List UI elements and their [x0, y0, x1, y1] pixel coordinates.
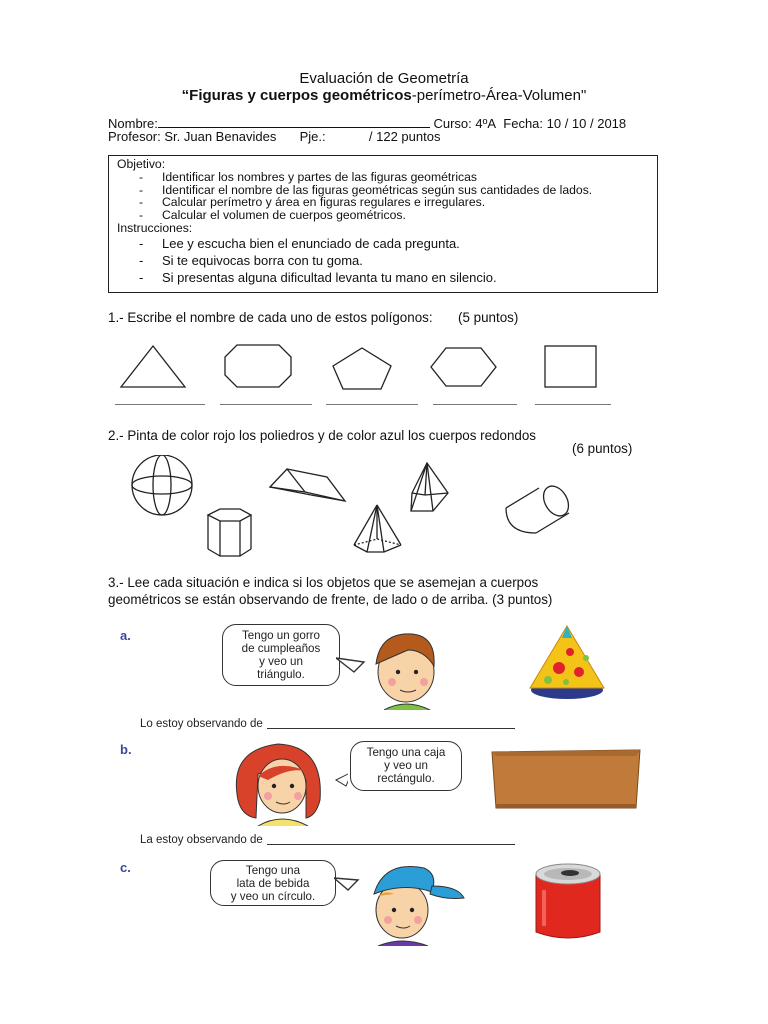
birthday-hat-icon — [524, 622, 610, 704]
observing-label-b: La estoy observando de — [140, 834, 263, 846]
hexagon-icon — [431, 348, 496, 386]
q2-text: 2.- Pinta de color rojo los poliedros y de color azul los cuerpos redondos — [108, 428, 536, 443]
item-a-letter: a. — [120, 628, 131, 643]
speech-bubble-c — [210, 860, 336, 906]
instruccion-item: - Si te equivocas borra con tu goma. — [139, 252, 649, 269]
q3-line2: geométricos se están observando de frente, de lado o de arriba. (3 puntos) — [108, 592, 553, 607]
observing-answer-a[interactable] — [267, 728, 515, 729]
speech-bubble-b — [350, 741, 462, 791]
hexagonal-prism-icon — [208, 509, 251, 556]
answer-line-3[interactable] — [326, 404, 418, 405]
speech-c-line: lata de bebida — [236, 877, 310, 890]
objetivo-item: - Calcular perímetro y área en figuras regulares e irregulares. — [139, 196, 649, 209]
boy-c-icon — [334, 856, 468, 946]
page-title: Evaluación de Geometría — [299, 70, 469, 87]
triangle-icon — [121, 346, 185, 387]
square-icon — [545, 346, 596, 387]
observing-row-b — [140, 834, 515, 846]
girl-b-icon — [228, 740, 348, 826]
speech-b-line: rectángulo. — [377, 772, 435, 785]
speech-a-line: triángulo. — [257, 668, 305, 681]
profesor-row — [108, 129, 440, 144]
objetivo-item: - Calcular el volumen de cuerpos geométricos. — [139, 209, 649, 222]
speech-b-line: y veo un — [384, 759, 428, 772]
q3-line1: 3.- Lee cada situación e indica si los objetos que se asemejan a cuerpos — [108, 575, 539, 590]
instruccion-item: - Lee y escucha bien el enunciado de cada pregunta. — [139, 235, 649, 252]
objectives-box — [108, 155, 658, 293]
speech-c-line: Tengo una — [245, 864, 301, 877]
polygons-row — [100, 338, 640, 410]
speech-c-line: y veo un círculo. — [230, 890, 316, 903]
instruccion-item: - Si presentas alguna dificultad levanta tu mano en silencio. — [139, 269, 649, 286]
answer-line-5[interactable] — [535, 404, 611, 405]
pentagonal-pyramid-icon — [354, 505, 401, 552]
profesor-label: Profesor: Sr. Juan Benavides — [108, 129, 277, 144]
speech-a-line: Tengo un gorro — [242, 629, 320, 642]
pje-label: Pje.: — [299, 129, 326, 144]
triangular-prism-icon — [270, 469, 345, 501]
objetivo-item: - Identificar el nombre de las figuras geométricas según sus cantidades de lados. — [139, 184, 649, 197]
boy-a-icon — [336, 620, 446, 710]
instrucciones-title: Instrucciones: — [117, 220, 193, 235]
instrucciones-list — [117, 235, 649, 286]
answer-line-2[interactable] — [220, 404, 312, 405]
item-b-letter: b. — [120, 742, 132, 757]
objetivo-item: - Identificar los nombres y partes de las figuras geométricas — [139, 171, 649, 184]
answer-line-1[interactable] — [115, 404, 205, 405]
sphere-icon — [132, 455, 192, 515]
solids-row — [120, 455, 600, 565]
speech-a-line: y veo un — [259, 655, 303, 668]
pentagon-icon — [333, 348, 391, 389]
fecha-label: Fecha: 10 / 10 / 2018 — [503, 116, 627, 131]
nombre-label: Nombre: — [108, 116, 158, 131]
observing-answer-b[interactable] — [267, 844, 515, 845]
square-pyramid-icon — [411, 463, 448, 511]
speech-bubble-a — [222, 624, 340, 686]
objetivo-title: Objetivo: — [117, 157, 166, 171]
observing-label-a: Lo estoy observando de — [140, 718, 263, 730]
curso-label: Curso: 4ºA — [433, 116, 497, 131]
q1-text — [108, 310, 518, 325]
q2-points: (6 puntos) — [572, 441, 633, 456]
page-subtitle — [0, 87, 768, 104]
observing-row-a — [140, 718, 515, 730]
soda-can-icon — [530, 860, 606, 942]
box-icon — [490, 748, 644, 812]
q1-points: (5 puntos) — [458, 310, 519, 325]
objetivos-list — [117, 171, 649, 222]
cylinder-icon — [506, 482, 574, 533]
subtitle-bold: “Figuras y cuerpos geométricos — [181, 87, 412, 104]
speech-a-line: de cumpleaños — [241, 642, 321, 655]
nombre-field[interactable] — [158, 127, 430, 128]
item-c-letter: c. — [120, 860, 131, 875]
q1-statement: 1.- Escribe el nombre de cada uno de estos polígonos: — [108, 310, 433, 325]
answer-line-4[interactable] — [433, 404, 517, 405]
speech-b-line: Tengo una caja — [366, 746, 446, 759]
octagon-icon — [225, 345, 291, 387]
subtitle-rest: -perímetro-Área-Volumen" — [411, 87, 587, 104]
puntos-total: / 122 puntos — [368, 129, 441, 144]
